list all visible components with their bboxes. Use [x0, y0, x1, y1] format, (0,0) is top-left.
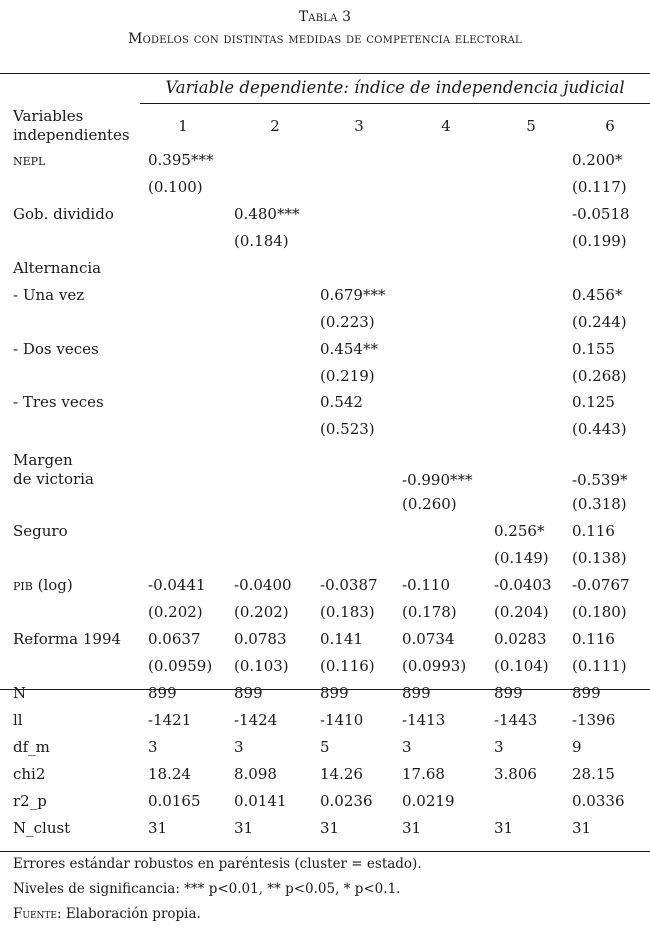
coefficient-cell: 0.0283 [494, 629, 547, 648]
standard-error-cell [400, 308, 492, 335]
variable-label: - Dos veces [13, 339, 99, 358]
variable-label-line2: de victoria [13, 469, 94, 488]
dependent-variable-rule [140, 103, 650, 104]
coefficient-row [0, 281, 650, 308]
empty-label [0, 228, 146, 255]
standard-error-cell [492, 416, 570, 443]
standard-error-cell [232, 174, 318, 201]
coefficient-cell: 0.0783 [234, 629, 287, 648]
standard-error-cell: (0.223) [320, 312, 375, 331]
statistic-cell: -1396 [572, 710, 616, 729]
coefficient-cell: 0.679*** [320, 285, 386, 304]
empty-label [0, 308, 146, 335]
coefficient-cell: 0.0734 [402, 629, 455, 648]
standard-error-cell: (0.268) [572, 366, 627, 385]
standard-error-cell [400, 362, 492, 389]
coefficient-cell [146, 443, 232, 491]
empty-label [0, 545, 146, 572]
coefficient-cell [318, 518, 400, 545]
coefficient-cell: -0.110 [402, 575, 451, 594]
standard-error-cell: (0.318) [572, 495, 627, 514]
coefficient-cell [492, 389, 570, 416]
empty-cell [492, 255, 570, 282]
standard-error-cell: (0.100) [148, 178, 203, 197]
model-header-3: 3 [354, 117, 364, 135]
coefficient-row [0, 147, 650, 174]
coefficient-cell [400, 147, 492, 174]
coefficient-cell: 0.125 [572, 393, 615, 412]
coefficient-cell [400, 389, 492, 416]
variable-label: - Tres veces [13, 393, 104, 412]
variable-label [0, 443, 146, 491]
model-header-6: 6 [605, 117, 615, 135]
standard-error-cell: (0.199) [572, 232, 627, 251]
standard-error-cell: (0.178) [402, 602, 457, 621]
coefficient-cell [146, 518, 232, 545]
statistic-cell: 899 [234, 683, 263, 702]
variable-label: nepl [13, 151, 46, 170]
standard-error-row [0, 308, 650, 335]
standard-error-cell [146, 545, 232, 572]
variables-header-line1: Variables [13, 107, 84, 125]
coefficient-row [0, 201, 650, 228]
bottom-rule [0, 851, 650, 852]
model-header-1: 1 [178, 117, 188, 135]
statistic-cell: 0.0141 [234, 791, 287, 810]
standard-error-row [0, 228, 650, 255]
coefficient-cell: 0.395*** [148, 151, 214, 170]
standard-error-cell [232, 362, 318, 389]
coefficient-cell: 0.141 [320, 629, 363, 648]
standard-error-row [0, 362, 650, 389]
statistic-label: df_m [13, 737, 50, 756]
standard-error-cell [400, 545, 492, 572]
variable-label-line1: Margen [13, 450, 73, 469]
standard-error-cell [318, 228, 400, 255]
statistic-cell: -1443 [494, 710, 538, 729]
standard-error-row [0, 174, 650, 201]
coefficient-cell [146, 281, 232, 308]
statistic-cell: 31 [234, 818, 254, 837]
source-text: Elaboración propia. [61, 906, 201, 922]
empty-cell [232, 255, 318, 282]
coefficient-cell [232, 335, 318, 362]
statistic-cell: 8.098 [234, 764, 277, 783]
coefficient-cell: -0.0387 [320, 575, 378, 594]
coefficient-cell: -0.539* [572, 470, 628, 489]
coefficient-row [0, 389, 650, 416]
standard-error-cell [318, 174, 400, 201]
table-title: Modelos con distintas medidas de competencia electoral [128, 31, 522, 47]
standard-error-row [0, 416, 650, 443]
standard-error-cell [400, 228, 492, 255]
coefficient-cell [318, 201, 400, 228]
coefficient-cell: 0.256* [494, 522, 545, 541]
standard-error-cell [400, 416, 492, 443]
standard-error-cell [232, 545, 318, 572]
model-header-2: 2 [270, 117, 280, 135]
empty-cell [400, 255, 492, 282]
standard-error-cell: (0.0993) [402, 656, 467, 675]
standard-error-cell: (0.117) [572, 178, 627, 197]
coefficient-cell [400, 281, 492, 308]
regression-table [0, 106, 650, 841]
coefficient-cell: -0.0767 [572, 575, 630, 594]
variables-header [0, 106, 146, 147]
coefficient-cell [232, 443, 318, 491]
statistic-cell: 3 [402, 737, 412, 756]
statistic-cell: 5 [320, 737, 330, 756]
standard-error-cell: (0.244) [572, 312, 627, 331]
standard-error-row [0, 598, 650, 625]
statistic-cell: -1410 [320, 710, 364, 729]
empty-label [0, 416, 146, 443]
standard-error-cell: (0.202) [148, 602, 203, 621]
standard-error-cell: (0.116) [320, 656, 375, 675]
coefficient-cell: 0.456* [572, 285, 623, 304]
standard-error-cell [492, 491, 570, 518]
note-significance: Niveles de significancia: *** p<0.01, ** p<0.05, * p<0.1. [13, 881, 401, 897]
coefficient-cell [232, 518, 318, 545]
statistic-cell: 899 [402, 683, 431, 702]
variable-label [0, 571, 146, 598]
standard-error-cell: (0.219) [320, 366, 375, 385]
statistic-cell: 31 [402, 818, 422, 837]
standard-error-cell [146, 362, 232, 389]
standard-error-cell [146, 416, 232, 443]
standard-error-cell: (0.180) [572, 602, 627, 621]
statistic-cell: -1424 [234, 710, 278, 729]
standard-error-cell: (0.184) [234, 232, 289, 251]
standard-error-row [0, 491, 650, 518]
coefficient-cell: 0.454** [320, 339, 378, 358]
coefficient-cell: -0.990*** [402, 470, 473, 489]
statistic-cell: 31 [320, 818, 340, 837]
variable-label: Seguro [13, 522, 68, 541]
coefficient-cell [492, 335, 570, 362]
coefficient-cell [400, 518, 492, 545]
coefficient-cell [492, 443, 570, 491]
coefficient-cell: -0.0403 [494, 575, 552, 594]
standard-error-row [0, 545, 650, 572]
standard-error-cell [232, 416, 318, 443]
statistic-row [0, 733, 650, 760]
coefficient-row [0, 518, 650, 545]
coefficient-cell [232, 281, 318, 308]
statistic-cell: 899 [148, 683, 177, 702]
coefficient-cell [492, 281, 570, 308]
coefficient-cell: -0.0441 [148, 575, 206, 594]
statistic-cell: 31 [494, 818, 514, 837]
standard-error-cell [400, 174, 492, 201]
variable-label: - Una vez [13, 285, 85, 304]
variable-label-prefix: pib [13, 575, 33, 594]
statistic-label: N [13, 683, 27, 702]
statistic-cell: 899 [572, 683, 601, 702]
standard-error-cell: (0.111) [572, 656, 627, 675]
statistic-cell: 899 [494, 683, 523, 702]
standard-error-cell [146, 308, 232, 335]
statistic-cell: 0.0165 [148, 791, 201, 810]
statistic-cell: 3 [494, 737, 504, 756]
coefficient-row [0, 443, 650, 491]
standard-error-cell [146, 491, 232, 518]
variables-header-line2: independientes [13, 126, 130, 144]
standard-error-cell: (0.104) [494, 656, 549, 675]
coefficient-row [0, 335, 650, 362]
note-source [13, 906, 201, 922]
coefficient-cell: -0.0400 [234, 575, 292, 594]
statistic-cell: 17.68 [402, 764, 445, 783]
statistic-cell: 31 [148, 818, 168, 837]
coefficient-cell: 0.116 [572, 522, 615, 541]
empty-cell [318, 255, 400, 282]
coefficient-cell [400, 201, 492, 228]
statistic-cell: -1421 [148, 710, 192, 729]
statistic-cell: 3.806 [494, 764, 537, 783]
statistic-cell: 18.24 [148, 764, 191, 783]
statistic-cell [492, 787, 570, 814]
note-robust-errors: Errores estándar robustos en paréntesis (cluster = estado). [13, 856, 422, 872]
statistic-cell: 14.26 [320, 764, 363, 783]
table-row [0, 255, 650, 282]
empty-label [0, 491, 146, 518]
standard-error-cell [318, 491, 400, 518]
statistic-cell: 31 [572, 818, 592, 837]
standard-error-cell: (0.202) [234, 602, 289, 621]
coefficient-cell: 0.0637 [148, 629, 201, 648]
coefficient-cell [146, 201, 232, 228]
model-header-4: 4 [441, 117, 451, 135]
standard-error-cell: (0.260) [402, 495, 457, 514]
coefficient-cell [146, 335, 232, 362]
statistic-row [0, 760, 650, 787]
standard-error-cell: (0.0959) [148, 656, 213, 675]
standard-error-cell: (0.103) [234, 656, 289, 675]
statistic-label: ll [13, 710, 23, 729]
statistic-row [0, 787, 650, 814]
standard-error-cell: (0.138) [572, 549, 627, 568]
coefficient-cell: 0.116 [572, 629, 615, 648]
statistic-label: chi2 [13, 764, 46, 783]
dependent-variable-header: Variable dependiente: índice de independencia judicial [165, 78, 625, 97]
statistic-cell: 28.15 [572, 764, 615, 783]
coefficient-cell [318, 443, 400, 491]
coefficient-cell [400, 335, 492, 362]
statistic-cell: 899 [320, 683, 349, 702]
standard-error-cell [492, 228, 570, 255]
statistic-label: r2_p [13, 791, 47, 810]
empty-cell [570, 255, 650, 282]
statistic-cell: 3 [148, 737, 158, 756]
source-label: Fuente: [13, 906, 62, 922]
empty-label [0, 174, 146, 201]
coefficient-cell [146, 389, 232, 416]
variable-label: Reforma 1994 [13, 629, 122, 648]
standard-error-cell [492, 174, 570, 201]
coefficient-cell [492, 147, 570, 174]
variable-label: Alternancia [13, 259, 102, 277]
standard-error-cell [232, 308, 318, 335]
coefficient-cell [318, 147, 400, 174]
statistic-row [0, 679, 650, 706]
statistic-cell: 9 [572, 737, 582, 756]
standard-error-cell: (0.523) [320, 420, 375, 439]
table-number: Tabla 3 [298, 9, 352, 25]
top-rule [0, 73, 650, 74]
coefficient-row [0, 571, 650, 598]
statistic-cell: 0.0219 [402, 791, 455, 810]
standard-error-row [0, 652, 650, 679]
standard-error-cell: (0.149) [494, 549, 549, 568]
coefficient-cell [492, 201, 570, 228]
empty-label [0, 362, 146, 389]
coefficient-cell: 0.480*** [234, 205, 300, 224]
empty-label [0, 598, 146, 625]
column-header-row [0, 106, 650, 147]
standard-error-cell [318, 545, 400, 572]
coefficient-cell [232, 389, 318, 416]
coefficient-cell: 0.155 [572, 339, 615, 358]
statistic-row [0, 706, 650, 733]
standard-error-cell [492, 308, 570, 335]
empty-cell [146, 255, 232, 282]
coefficient-cell: -0.0518 [572, 205, 630, 224]
empty-label [0, 652, 146, 679]
standard-error-cell: (0.204) [494, 602, 549, 621]
statistic-cell: 3 [234, 737, 244, 756]
coefficient-cell [232, 147, 318, 174]
standard-error-cell [146, 228, 232, 255]
coefficient-cell: 0.542 [320, 393, 363, 412]
statistic-label: N_clust [13, 818, 71, 837]
standard-error-cell: (0.183) [320, 602, 375, 621]
standard-error-cell [492, 362, 570, 389]
statistic-cell: 0.0336 [572, 791, 625, 810]
standard-error-cell [232, 491, 318, 518]
standard-error-cell: (0.443) [572, 420, 627, 439]
coefficient-row [0, 625, 650, 652]
statistic-row [0, 814, 650, 841]
variable-label-suffix: (log) [32, 575, 73, 594]
statistic-cell: 0.0236 [320, 791, 373, 810]
statistic-cell: -1413 [402, 710, 446, 729]
coefficient-cell: 0.200* [572, 151, 623, 170]
variable-label: Gob. dividido [13, 205, 114, 224]
model-header-5: 5 [526, 117, 536, 135]
